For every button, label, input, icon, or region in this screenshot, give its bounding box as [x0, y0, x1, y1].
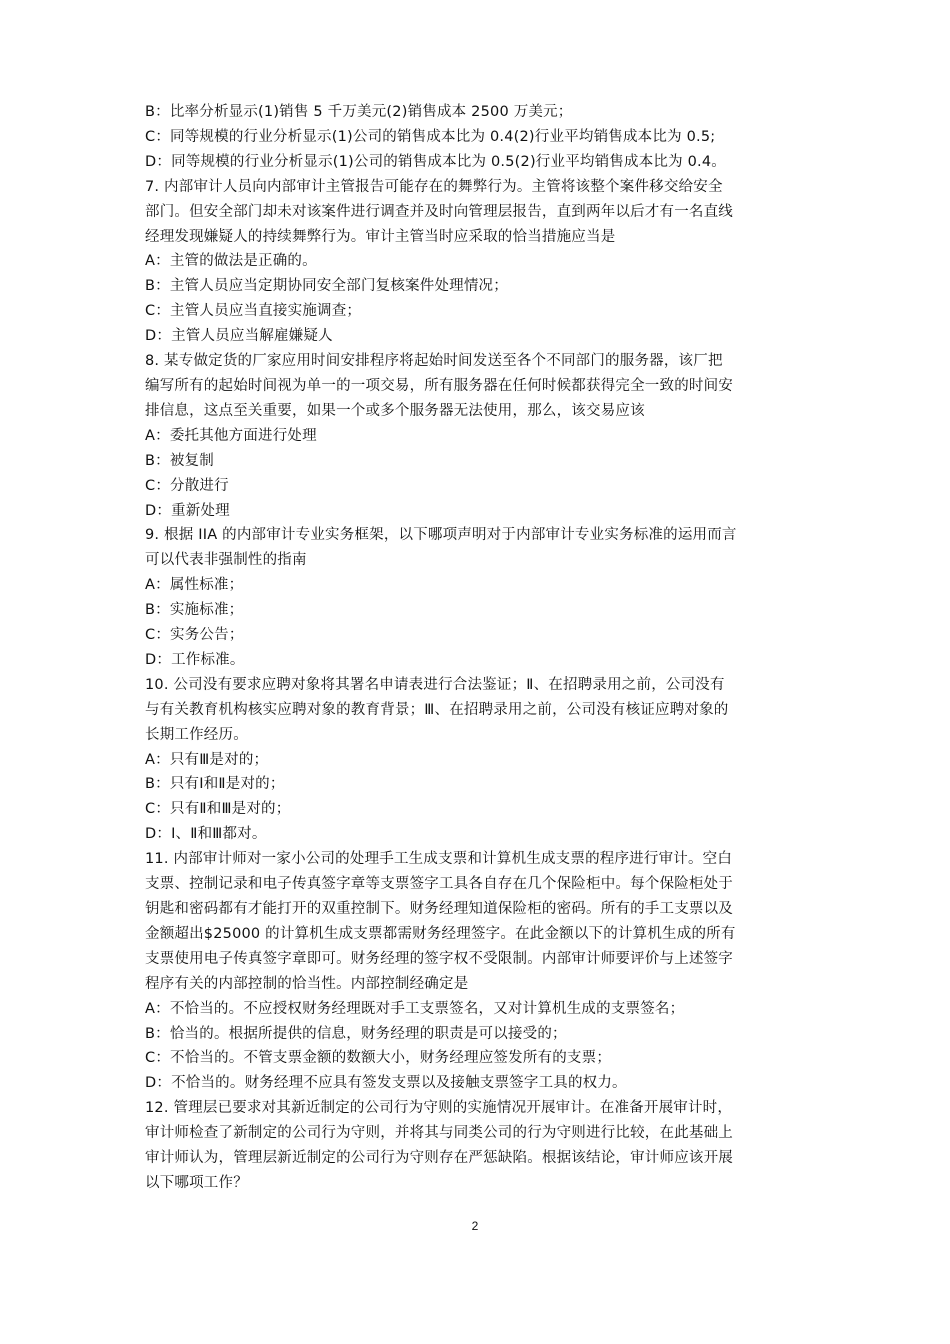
- text-line: D：Ⅰ、Ⅱ和Ⅲ都对。: [145, 826, 267, 843]
- text-line: 钥匙和密码都有才能打开的双重控制下。财务经理知道保险柜的密码。所有的手工支票以及: [145, 901, 733, 917]
- text-line: 审计师检查了新制定的公司行为守则，并将其与同类公司的行为守则进行比较，在此基础上: [145, 1125, 733, 1142]
- text-line: 金额超出$25000 的计算机生成支票都需财务经理签字。在此金额以下的计算机生成的所有: [145, 925, 736, 942]
- text-line: 10. 公司没有要求应聘对象将其署名申请表进行合法鉴证；Ⅱ、在招聘录用之前，公司没有: [145, 676, 725, 693]
- document-body: [145, 100, 815, 1196]
- text-line: 12. 管理层已要求对其新近制定的公司行为守则的实施情况开展审计。在准备开展审计时，: [145, 1100, 733, 1117]
- text-line: A：委托其他方面进行处理: [145, 427, 317, 444]
- text-line: 11. 内部审计师对一家小公司的处理手工生成支票和计算机生成支票的程序进行审计。空白: [145, 851, 733, 868]
- text-line: 长期工作经历。: [145, 726, 248, 743]
- text-line: D：主管人员应当解雇嫌疑人: [145, 328, 333, 345]
- text-line: D：重新处理: [145, 502, 230, 519]
- text-line: C：不恰当的。不管支票金额的数额大小，财务经理应签发所有的支票；: [145, 1050, 612, 1067]
- text-line: C：主管人员应当直接实施调查；: [145, 303, 362, 320]
- text-line: B：只有Ⅰ和Ⅱ是对的；: [145, 776, 285, 793]
- text-line: A：属性标准；: [145, 577, 244, 594]
- text-line: 支票、控制记录和电子传真签字章等支票签字工具各自存在几个保险柜中。每个保险柜处于: [145, 876, 733, 893]
- text-line: 支票使用电子传真签字章即可。财务经理的签字权不受限制。内部审计师要评价与上述签字: [145, 950, 733, 967]
- text-line: C：分散进行: [145, 477, 229, 494]
- text-line: D：不恰当的。财务经理不应具有签发支票以及接触支票签字工具的权力。: [145, 1075, 627, 1092]
- text-line: D：同等规模的行业分析显示(1)公司的销售成本比为 0.5(2)行业平均销售成本比为 0.4。: [145, 153, 726, 170]
- text-line: 以下哪项工作？: [145, 1174, 248, 1191]
- text-line: 可以代表非强制性的指南: [145, 552, 307, 569]
- text-line: 编写所有的起始时间视为单一的一项交易，所有服务器在任何时候都获得完全一致的时间安: [145, 377, 733, 394]
- text-line: 8. 某专做定货的厂家应用时间安排程序将起始时间发送至各个不同部门的服务器，该厂把: [145, 353, 723, 370]
- text-line: C：实务公告；: [145, 627, 244, 644]
- text-line: 审计师认为，管理层新近制定的公司行为守则存在严惩缺陷。根据该结论，审计师应该开展: [145, 1150, 733, 1167]
- text-line: B：主管人员应当定期协同安全部门复核案件处理情况；: [145, 278, 508, 295]
- text-line: A：只有Ⅲ是对的；: [145, 751, 269, 768]
- text-line: 9. 根据 IIA 的内部审计专业实务框架，以下哪项声明对于内部审计专业实务标准的运用而言: [145, 527, 737, 544]
- text-line: D：工作标准。: [145, 651, 245, 668]
- text-line: B：比率分析显示(1)销售 5 千万美元(2)销售成本 2500 万美元；: [145, 104, 573, 120]
- text-line: C：同等规模的行业分析显示(1)公司的销售成本比为 0.4(2)行业平均销售成本比为 0.5;: [145, 128, 716, 145]
- page-number: 2: [471, 1219, 479, 1233]
- text-line: A：不恰当的。不应授权财务经理既对手工支票签名，又对计算机生成的支票签名；: [145, 1000, 685, 1017]
- text-line: 排信息，这点至关重要，如果一个或多个服务器无法使用，那么，该交易应该: [145, 402, 645, 419]
- text-line: 部门。但安全部门却未对该案件进行调查并及时向管理层报告，直到两年以后才有一名直线: [145, 203, 733, 220]
- text-line: B：实施标准；: [145, 602, 244, 619]
- text-line: 与有关教育机构核实应聘对象的教育背景；Ⅲ、在招聘录用之前，公司没有核证应聘对象的: [145, 701, 729, 718]
- text-line: 程序有关的内部控制的恰当性。内部控制经确定是: [145, 975, 469, 992]
- text-line: A：主管的做法是正确的。: [145, 253, 317, 270]
- text-line: C：只有Ⅱ和Ⅲ是对的；: [145, 801, 291, 818]
- text-line: B：恰当的。根据所提供的信息，财务经理的职责是可以接受的；: [145, 1025, 567, 1042]
- text-line: 7. 内部审计人员向内部审计主管报告可能存在的舞弊行为。主管将该整个案件移交给安全: [145, 178, 723, 195]
- text-line: B：被复制: [145, 452, 214, 469]
- text-line: 经理发现嫌疑人的持续舞弊行为。审计主管当时应采取的恰当措施应当是: [145, 228, 616, 245]
